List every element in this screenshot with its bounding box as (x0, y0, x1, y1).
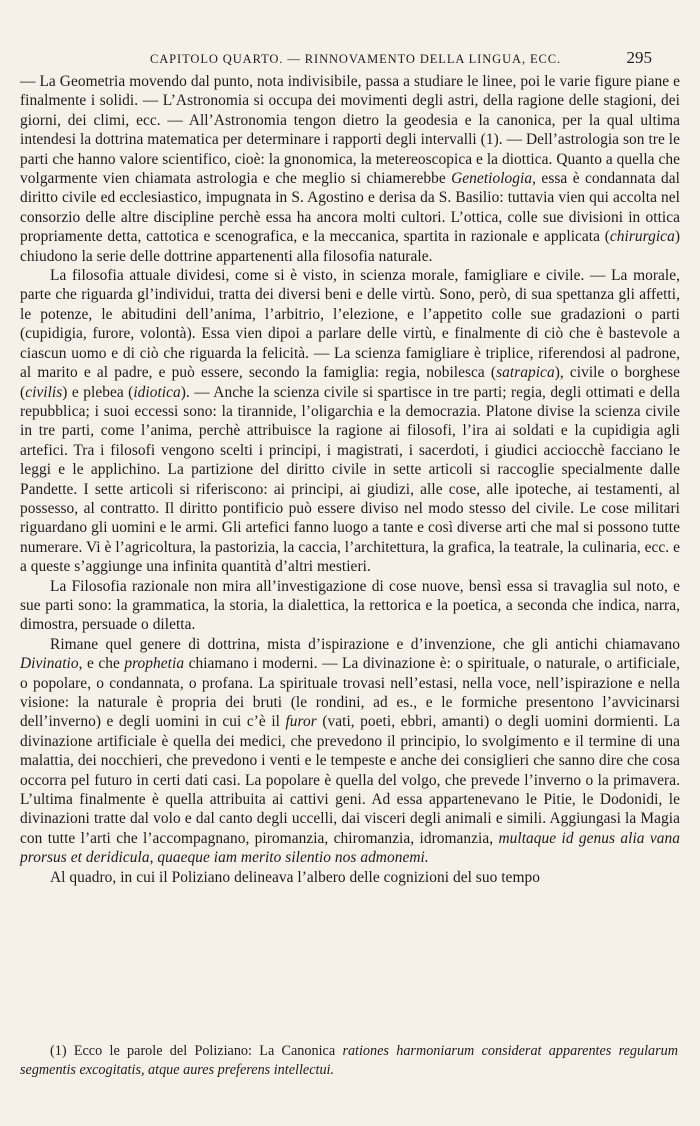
text-run: Rimane quel genere di dottrina, mista d’ispirazione e d’invenzione, che gli antichi chiamavano (50, 635, 680, 653)
text-run: La Filosofia razionale non mira all’investigazione di cose nuove, bensì essa si travaglia sul noto, e sue parti sono: la grammatica, la storia, la dialettica, la rettorica e la poetica, a seconda che indica, narra, dimostra, persuade o diletta. (20, 577, 680, 634)
text-run: ). — Anche la scienza civile si spartisce in tre parti; regia, degli ottimati e della repubblica; i suoi eccessi sono: la tirannide, l’oligarchia e la democrazia. Platone divise la scienza civile in tre parti, come l’anima, perchè attribuisce la ragione ai filosofi, l’ira ai soldati e la cupidigia agli artefici. Tra i filosofi vengono scelti i principi, i magistrati, i sacerdoti, i giudici acciocchè facciano le leggi e le applichino. La partizione del diritto civile in sette articoli si raccoglie specialmente dalle Pandette. I sette articoli si riferiscono: ai principi, ai giudizi, alle cose, alle ipoteche, ai testamenti, al possesso, al contratto. Il diritto pontificio può essere diviso nel modo stesso del civile. Le cose militari riguardano gli uomini e le armi. Gli artefici fanno luogo a tante e così diverse arti che mal si possono tutte numerare. Vi è l’agricoltura, la pastorizia, la caccia, l’architettura, la grafica, la teatrale, la culinaria, ecc. e a queste s’aggiunge una infinita quantità d’altri mestieri. (20, 383, 680, 576)
text-run: , essa è condannata dal diritto civile ed ecclesiastico, impugnata in S. Agostino e derisa da S. Basilio: tuttavia vien qui accolta nel consorzio delle altre discipline perchè essa ha ancora molti cultori. L’ottica, colle sue divisioni in ottica propriamente detta, cattotica e scenografica, e la meccanica, spartita in razionale e applicata ( (20, 170, 680, 246)
paragraph-quadro-poliziano (20, 868, 680, 887)
text-run: chiamano i moderni. — La divinazione è: o spirituale, o naturale, o artificiale, o popolare, o condannata, o profana. La spirituale trovasi nell’estasi, nella voce, nell’ispirazione e nella visione: la naturale è propria dei bruti (le rondini, ad es., e le formiche presentono l’avvicinarsi dell’inverno) e degli uomini in cui c’è il (20, 655, 680, 731)
paragraph-filosofia-razionale (20, 577, 680, 635)
paragraph-divinatio (20, 635, 680, 868)
running-title: CAPITOLO QUARTO. — RINNOVAMENTO DELLA LINGUA, ECC. (150, 52, 562, 66)
body-text (20, 72, 680, 887)
italic-term: multaque id genus alia vana prorsus et deridicula, quaeque iam merito silentio nos admonemi. (20, 829, 680, 867)
footnote (20, 1042, 678, 1079)
italic-term: Divinatio (20, 655, 79, 673)
text-run: (vati, poeti, ebbri, amanti) o degli uomini dormienti. La divinazione artificiale è quella dei medici, che prevedono il principio, lo svolgimento e il termine di una malattia, dei nocchieri, che prevedono i venti e le tempeste e anche dei consiglieri che sanno dire che cosa occorra pel futuro in certi dati casi. La popolare è quella del volgo, che prevede l’inverno o la primavera. L’ultima finalmente è quella attribuita ai cattivi geni. Ad essa appartenevano le Pitie, le Dodonidi, le divinazioni tratte dal volo e dal canto degli uccelli, dai visceri degli animali e simili. Aggiungasi la Magia con tutte l’arti che l’accompagnano, piromanzia, chiromanzia, idromanzia, (20, 713, 680, 847)
italic-term: satrapica (496, 364, 555, 382)
text-run: Al quadro, in cui il Poliziano delineava l’albero delle cognizioni del suo tempo (50, 868, 540, 886)
text-run: ) e plebea ( (62, 383, 134, 401)
italic-term: Genetiologia (451, 170, 533, 188)
italic-term: rationes harmoniarum considerat apparentes regularum segmentis excogitatis, atque aures preferens intellectui. (20, 1043, 678, 1078)
running-header (20, 46, 680, 72)
text-run: La filosofia attuale dividesi, come si è visto, in scienza morale, famigliare e civile. — La morale, parte che riguarda gl’individui, tratta dei diversi beni e delle virtù. Sono, però, di sua spettanza gli affetti, le potenze, le abitudini dell’anima, l’arbitrio, l’elezione, e l’appetito colle sue gradazioni o parti (cupidigia, furore, volontà). Essa vien dipoi a parlare delle virtù, e finalmente di ciò che è bastevole a ciascun uomo e di ciò che riguarda la felicità. — La scienza famigliare è triplice, riferendosi al padrone, al marito e al padre, e può essere, secondo la famiglia: regia, nobilesca ( (20, 267, 680, 382)
page-number: 295 (626, 48, 652, 67)
text-run: — La Geometria movendo dal punto, nota indivisibile, passa a studiare le linee, poi le varie figure piane e finalmente i solidi. — L’Astronomia si occupa dei movimenti degli astri, della ragione delle stagioni, dei giorni, dei climi, ecc. — All’Astronomia tengon dietro la geodesia e la canonica, per la qual ultima intendesi la dottrina matematica per determinare i rapporti degli intervalli (1). — Dell’astrologia son tre le parti che hanno valore scientifico, cioè: la gnonomica, la metereoscopica e la diottica. Quanto a quella che volgarmente vien chiamata astrologia e che meglio si chiamerebbe (20, 73, 680, 188)
italic-term: chirurgica (609, 228, 675, 246)
paragraph-geometria (20, 72, 680, 266)
paragraph-filosofia-attuale (20, 266, 680, 577)
italic-term: idiotica (133, 383, 181, 401)
text-run: ), civile o borghese ( (20, 364, 680, 401)
italic-term: civilis (25, 383, 63, 401)
italic-term: furor (285, 713, 317, 731)
text-run: , e che (78, 655, 125, 673)
text-run: (1) Ecco le parole del Poliziano: La Canonica (50, 1043, 343, 1059)
text-run: ) chiudono la serie delle dottrine appartenenti alla filosofia naturale. (20, 228, 680, 265)
italic-term: prophetia (124, 655, 185, 673)
